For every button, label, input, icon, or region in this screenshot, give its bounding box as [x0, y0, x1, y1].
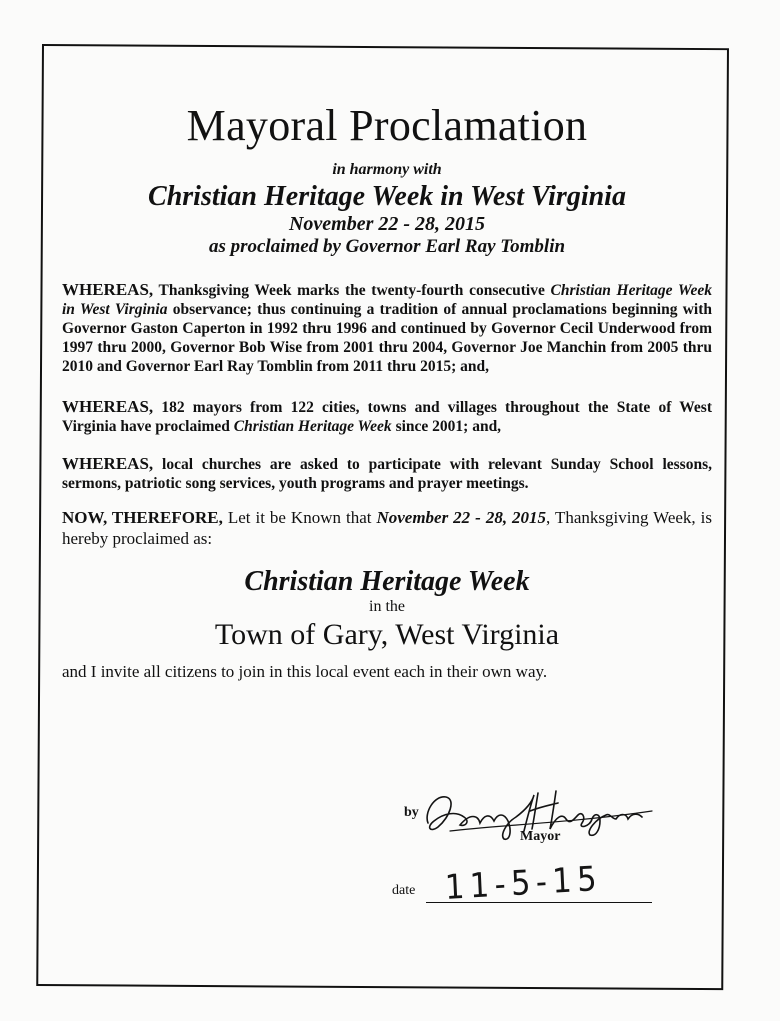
whereas-lead: WHEREAS, [62, 280, 154, 299]
now-therefore-dates: November 22 - 28, 2015 [376, 508, 547, 527]
whereas-text: 182 mayors from 122 cities, towns and villages throughout the State of West Virginia have proclaimed [62, 399, 712, 435]
date-block [392, 858, 662, 918]
whereas-paragraph-2 [62, 397, 712, 436]
proclaimed-by-line: as proclaimed by Governor Earl Ray Tomblin [208, 236, 566, 257]
now-therefore-lead: NOW, THEREFORE, [62, 508, 223, 527]
date-underline [426, 902, 652, 903]
now-therefore-text: , Thanksgiving Week, is hereby proclaimed as: [62, 508, 712, 548]
whereas-italic: Christian Heritage Week in West Virginia [62, 282, 713, 318]
page-title: Mayoral Proclamation [186, 101, 588, 150]
event-title: Christian Heritage Week in West Virginia [148, 181, 626, 212]
date-label: date [392, 883, 416, 898]
now-therefore-text: Let it be Known that [222, 508, 377, 527]
signature-block [404, 783, 684, 853]
whereas-text: observance; thus continuing a tradition of annual proclamations beginning with Governor Gaston Caperton in 1992 thru 1996 and continued by Governor Cecil Underwood from 1997 thru 2000, Governor Bob Wise from 2001 thru 2004, Governor Joe Manchin from 2005 thru 2010 and Governor Earl Ray Tomblin from 2011 thru 2015; and, [62, 301, 712, 375]
proclamation-content [62, 100, 712, 682]
town-name: Town of Gary, West Virginia [214, 618, 560, 651]
invitation-line: and I invite all citizens to join in this local event each in their own way. [62, 662, 548, 681]
signature-by-label: by [404, 805, 419, 820]
declared-week-name: Christian Heritage Week [244, 566, 530, 597]
whereas-italic: Christian Heritage Week [233, 418, 392, 435]
whereas-lead: WHEREAS, [62, 454, 154, 473]
now-therefore-paragraph [62, 507, 712, 549]
handwritten-date: 11-5-15 [444, 858, 603, 908]
signature-title-label: Mayor [520, 829, 561, 844]
whereas-paragraph-3 [62, 454, 712, 493]
whereas-lead: WHEREAS, [62, 397, 154, 416]
whereas-text: local churches are asked to participate with relevant Sunday School lessons, sermons, patriotic song services, youth programs and prayer meetings. [62, 456, 712, 492]
in-the-line: in the [369, 598, 405, 615]
whereas-text: Thanksgiving Week marks the twenty-fourth consecutive [153, 282, 551, 299]
harmony-line: in harmony with [332, 161, 442, 178]
event-dates: November 22 - 28, 2015 [288, 213, 486, 235]
whereas-text: since 2001; and, [391, 418, 502, 435]
whereas-paragraph-1 [62, 280, 712, 376]
